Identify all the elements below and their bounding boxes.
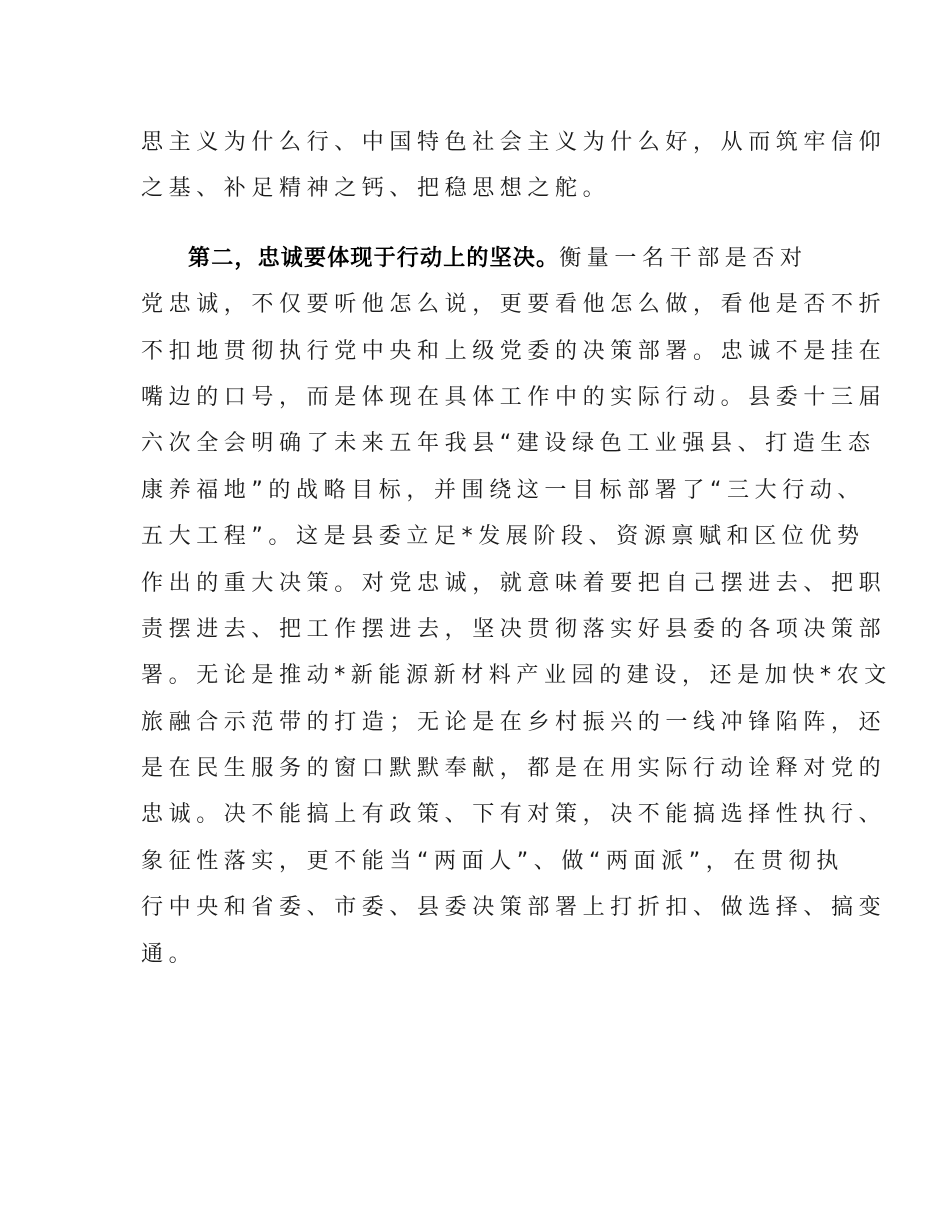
text-line: 旅融合示范带的打造；无论是在乡村振兴的一线冲锋陷阵，还 [141, 709, 887, 735]
text-span: 衡量一名干部是否对 [559, 245, 808, 271]
document-page [141, 120, 892, 978]
text-line: 党忠诚，不仅要听他怎么说，更要看他怎么做，看他是否不折 [141, 292, 887, 318]
text-line: 思主义为什么行、中国特色社会主义为什么好，从而筑牢信仰 [141, 130, 887, 155]
paragraph-2 [141, 236, 892, 978]
text-line: 嘴边的口号，而是体现在具体工作中的实际行动。县委十三届 [141, 384, 887, 410]
text-line: 行中央和省委、市委、县委决策部署上打折扣、做选择、搞变 [141, 895, 887, 921]
text-line: 通。 [141, 941, 197, 967]
text-line: 忠诚。决不能搞上有政策、下有对策，决不能搞选择性执行、 [141, 802, 887, 828]
text-line: 不扣地贯彻执行党中央和上级党委的决策部署。忠诚不是挂在 [141, 338, 887, 364]
text-line: 是在民生服务的窗口默默奉献，都是在用实际行动诠释对党的 [141, 756, 887, 782]
text-line: 象征性落实，更不能当“两面人”、做“两面派”，在贯彻执 [141, 848, 844, 874]
text-line: 作出的重大决策。对党忠诚，就意味着要把自己摆进去、把职 [141, 570, 887, 596]
paragraph-heading: 第二，忠诚要体现于行动上的坚决。 [188, 245, 560, 271]
paragraph-1 [141, 120, 887, 213]
text-line-first [141, 236, 813, 282]
text-line: 责摆进去、把工作摆进去，坚决贯彻落实好县委的各项决策部 [141, 616, 887, 642]
text-line: 署。无论是推动*新能源新材料产业园的建设，还是加快*农文 [141, 663, 892, 689]
text-line: 康养福地”的战略目标，并围绕这一目标部署了“三大行动、 [141, 477, 865, 503]
text-line: 五大工程”。这是县委立足*发展阶段、资源禀赋和区位优势 [141, 524, 865, 550]
text-line: 六次全会明确了未来五年我县“建设绿色工业强县、打造生态 [141, 431, 876, 457]
text-line: 之基、补足精神之钙、把稳思想之舵。 [141, 176, 611, 202]
